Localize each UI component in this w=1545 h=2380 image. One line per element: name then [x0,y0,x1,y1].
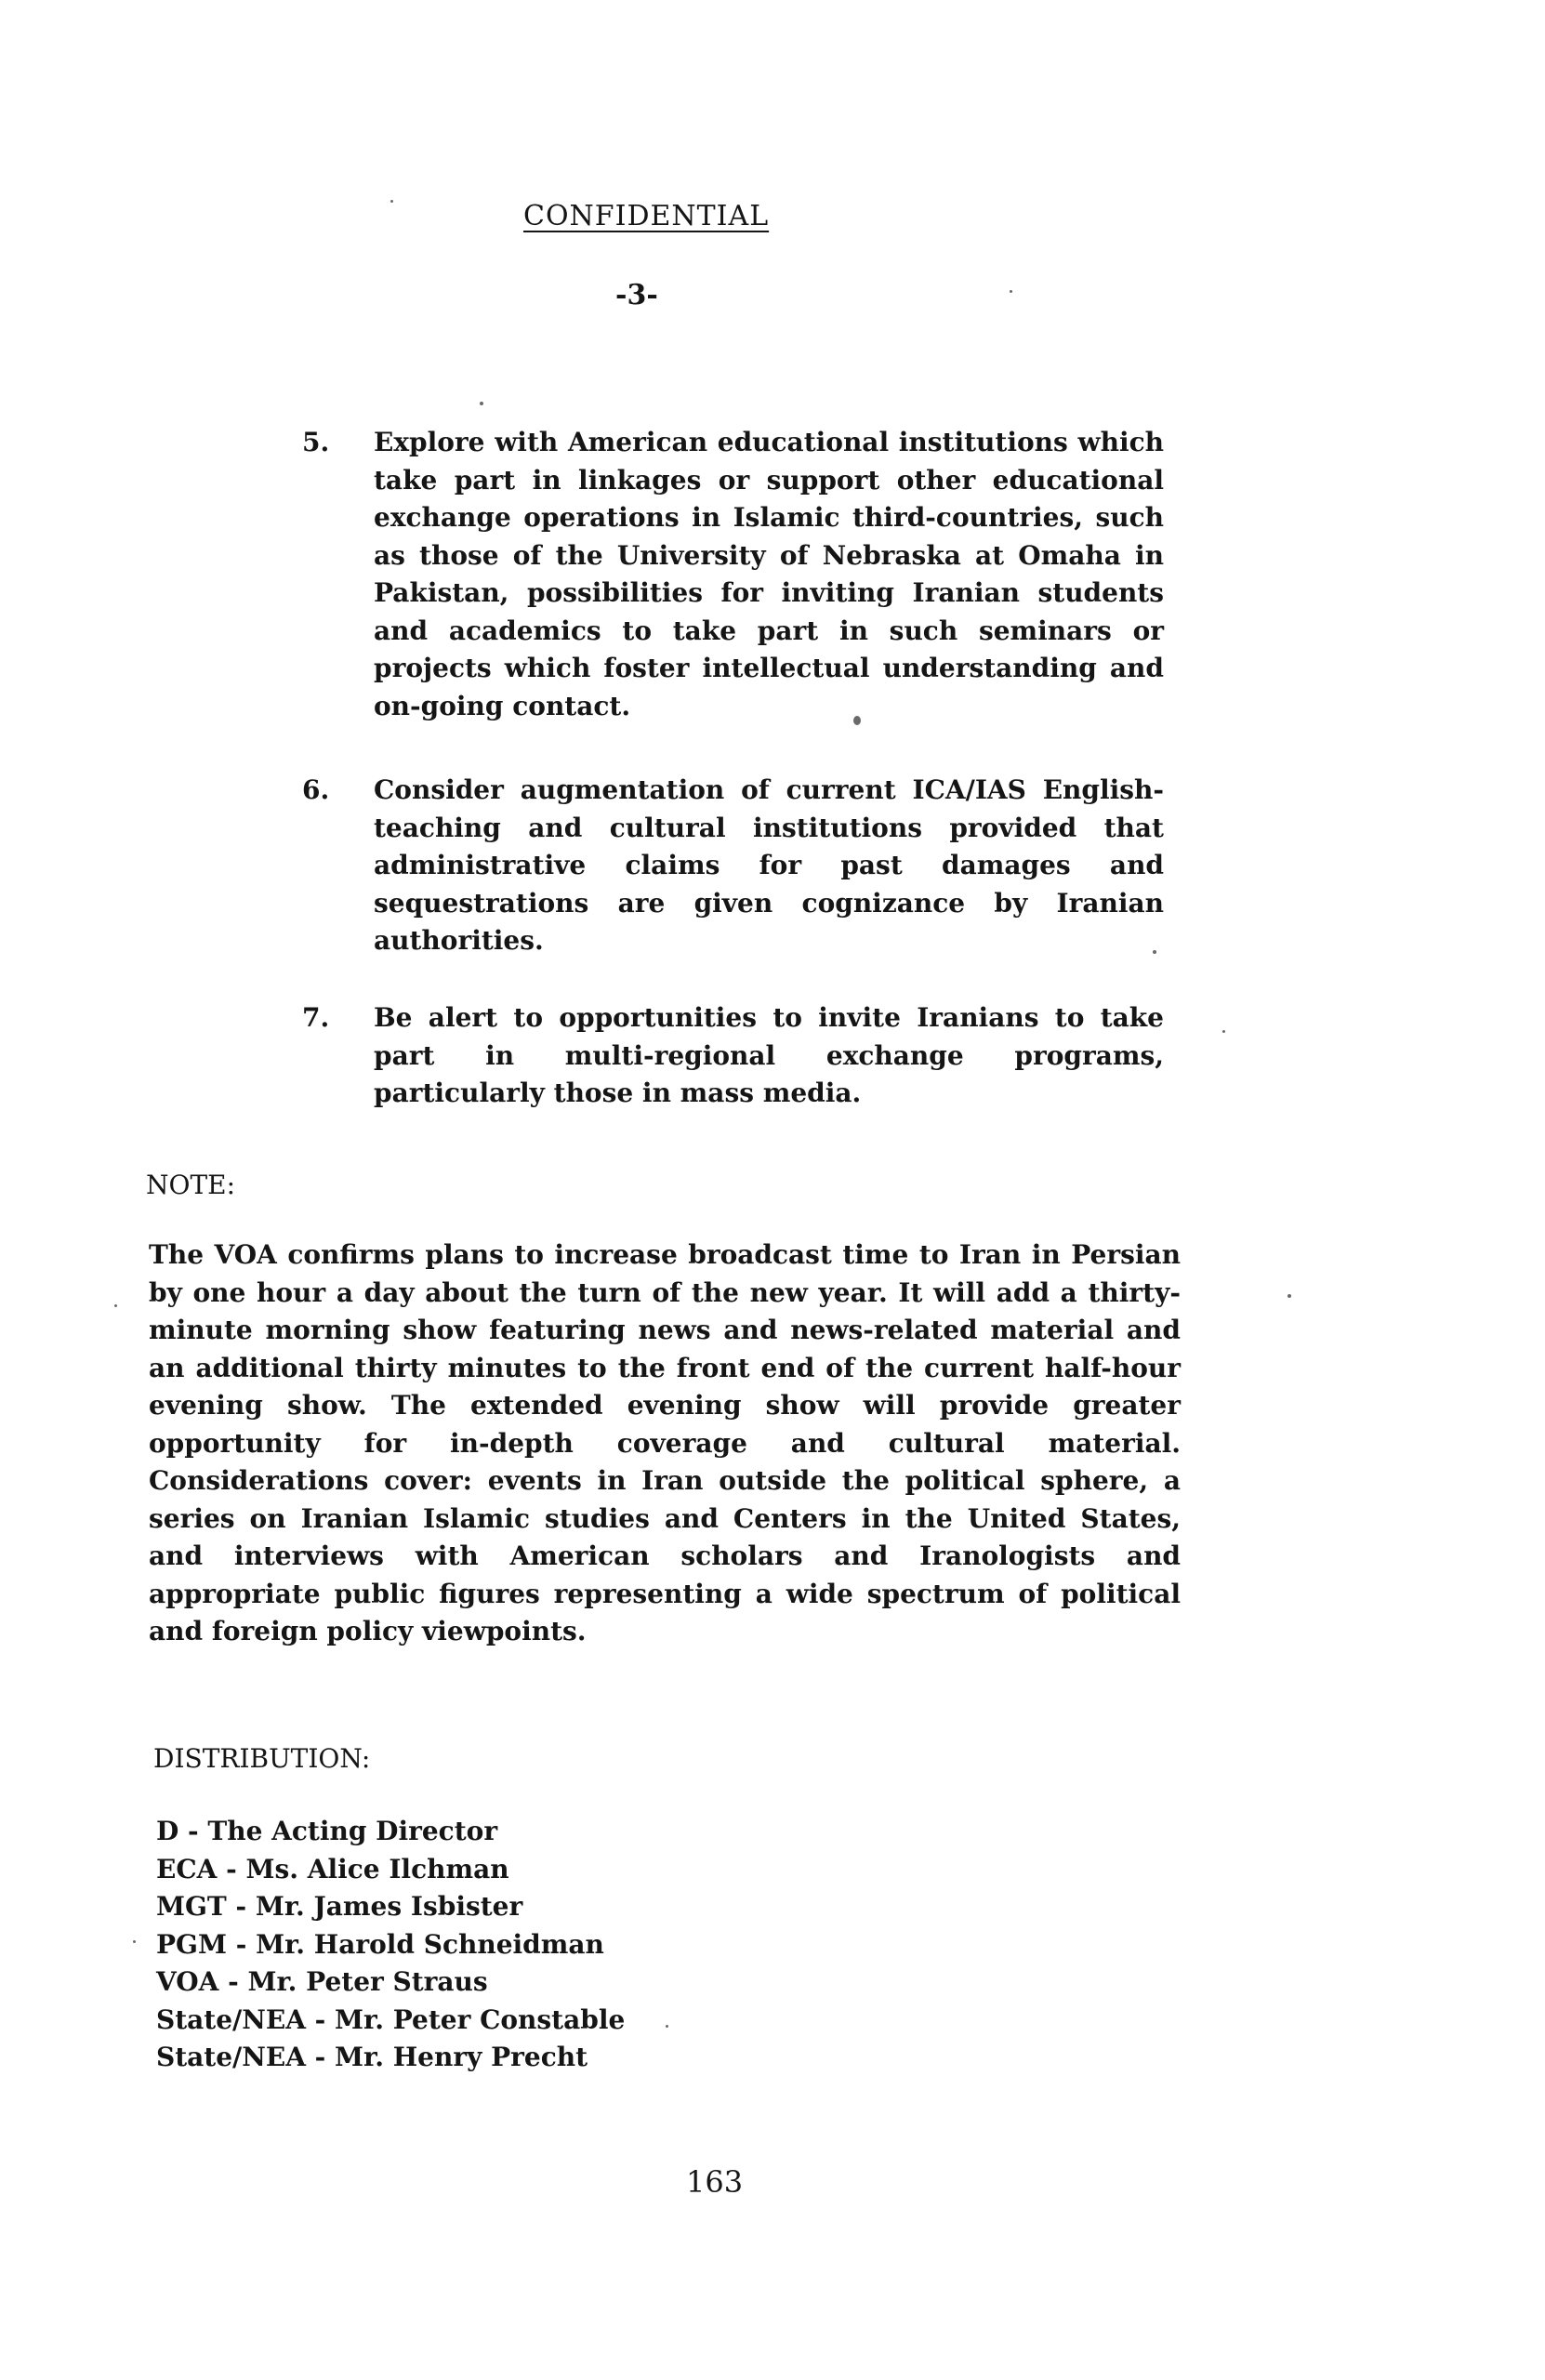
page-number: -3- [615,279,658,311]
distribution-recipient: ECA - Ms. Alice Ilchman [156,1853,509,1884]
item-text: Be alert to opportunities to invite Iranians to take part in multi-regional exchange programs, particularly those in mass media. [374,1002,1164,1108]
item-text: Consider augmentation of current ICA/IAS English-teaching and cultural institutions provided that administrative claims for past damages and sequestrations are given cognizance by Iranian authorities. [374,774,1164,956]
scan-speck [114,1304,117,1307]
list-item [302,424,1185,740]
item-text: Explore with American educational institutions which take part in linkages or support other educational exchange operations in Islamic third-countries, such as those of the University of Nebraska at Omaha in Pakistan, possibilities for inviting Iranian students and academics to take part in such seminars or projects which foster intellectual understanding and on-going contact. [374,427,1164,721]
distribution-recipient: State/NEA - Mr. Henry Precht [156,2042,588,2072]
scan-speck [480,402,483,405]
note-label: NOTE: [146,1170,236,1200]
item-number: 7. [302,1002,330,1033]
list-item [302,772,1185,976]
distribution-recipient: VOA - Mr. Peter Straus [156,1966,488,1997]
scan-speck [1288,1294,1291,1298]
scan-speck [390,200,393,203]
classification-header: CONFIDENTIAL [523,200,770,232]
scan-speck [666,2025,668,2028]
footer-page-number: 163 [686,2164,744,2200]
distribution-recipient: MGT - Mr. James Isbister [156,1891,523,1922]
list-item [302,999,1185,1139]
distribution-recipient: State/NEA - Mr. Peter Constable [156,2003,626,2035]
scan-speck [133,1940,136,1943]
item-number: 5. [302,427,330,457]
scan-speck [853,716,861,725]
item-number: 6. [302,774,330,805]
distribution-recipient: PGM - Mr. Harold Schneidman [156,1928,604,1960]
scan-speck [1222,1030,1225,1033]
distribution-label: DISTRIBUTION: [153,1743,371,1774]
distribution-recipient: D - The Acting Director [156,1816,498,1846]
note-paragraph: The VOA confirms plans to increase broadcast time to Iran in Persian by one hour a day about the turn of the new year. It will add a thirty-minute morning show featuring news and news-related material and an additional thirty minutes to the front end of the current half-hour evening show. The extended evening show will provide greater opportunity for in-depth coverage and cultural material. Considerations cover: events in Iran outside the political sphere, a series on Iranian Islamic studies and Centers in the United States, and interviews with American scholars and Iranologists and appropriate public figures representing a wide spectrum of political and foreign policy viewpoints. [149,1239,1181,1646]
scan-speck [1010,290,1012,293]
distribution-list [156,1813,807,2077]
scan-speck [1153,950,1156,954]
